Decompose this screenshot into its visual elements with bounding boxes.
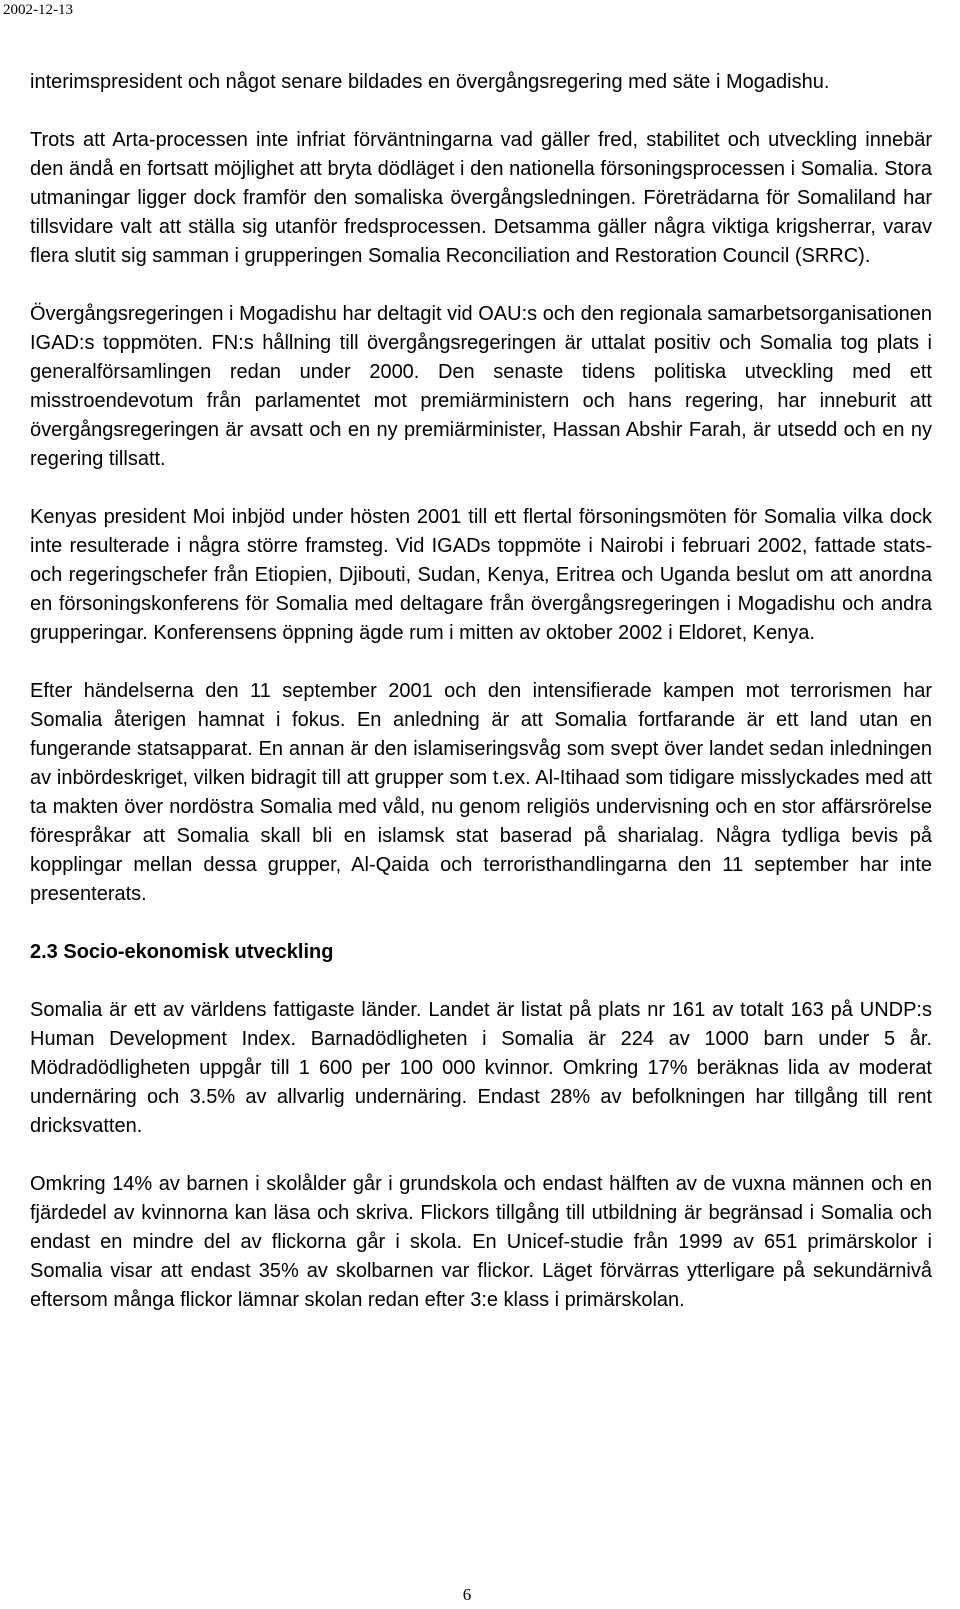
paragraph-spacer [30,909,932,938]
paragraph-kenya-reconciliation: Kenyas president Moi inbjöd under hösten 2001 till ett flertal försoningsmöten för Somalia vilka dock inte resulterade i några större framsteg. Vid IGADs toppmöte i Nairobi i februari 2002, fattade stats- och regeringschefer från Etiopien, Djibouti, Sudan, Kenya, Eritrea och Uganda beslut om att anordna en försoningskonferens för Somalia med deltagare från övergångsregeringen i Mogadishu och andra grupperingar. Konferensens öppning ägde rum i mitten av oktober 2002 i Eldoret, Kenya. [30,506,932,644]
paragraph-arta-process: Trots att Arta-processen inte infriat förväntningarna vad gäller fred, stabilitet och utveckling innebär den ändå en fortsatt möjlighet att bryta dödläget i den nationella försoningsprocessen i Somalia. Stora utmaningar ligger dock framför den somaliska övergångsledningen. Företrädarna för Somaliland har tillsvidare valt att ställa sig utanför fredsprocessen. Detsamma gäller några viktiga krigsherrar, varav flera slutit sig samman i grupperingen Somalia Reconciliation and Restoration Council (SRRC). [30,129,932,267]
paragraph-spacer [30,271,932,300]
paragraph-spacer [30,1141,932,1170]
paragraph-spacer [30,97,932,126]
paragraph-spacer [30,648,932,677]
paragraph-socio-economic: Somalia är ett av världens fattigaste länder. Landet är listat på plats nr 161 av totalt 163 på UNDP:s Human Development Index. Barnadödligheten i Somalia är 224 av 1000 barn under 5 år. Mödradödligheten uppgår till 1 600 per 100 000 kvinnor. Omkring 17% beräknas lida av moderat undernäring och 3.5% av allvarlig undernäring. Endast 28% av befolkningen har tillgång till rent dricksvatten. [30,999,932,1137]
section-heading: 2.3 Socio-ekonomisk utveckling [30,941,334,963]
paragraph-transitional-government: Övergångsregeringen i Mogadishu har deltagit vid OAU:s och den regionala samarbetsorganisationen IGAD:s toppmöten. FN:s hållning till övergångsregeringen är uttalat positiv och Somalia tog plats i generalförsamlingen redan under 2000. Den senaste tidens politiska utveckling med ett misstroendevotum från parlamentet mot premiärministern och hans regering, har inneburit att övergångsregeringen är avsatt och en ny premiärminister, Hassan Abshir Farah, är utsedd och en ny regering tillsatt. [30,303,932,470]
header-date: 2002-12-13 [3,2,73,18]
paragraph-spacer [30,474,932,503]
document-body [30,68,932,1315]
paragraph-education: Omkring 14% av barnen i skolålder går i grundskola och endast hälften av de vuxna männen och en fjärdedel av kvinnorna kan läsa och skriva. Flickors tillgång till utbildning är begränsad i Somalia och endast en mindre del av flickorna går i skola. En Unicef-studie från 1999 av 651 primärskolor i Somalia visar att endast 35% av skolbarnen var flickor. Läget förvärras ytterligare på sekundärnivå eftersom många flickor lämnar skolan redan efter 3:e klass i primärskolan. [30,1173,932,1311]
paragraph-terrorism-focus: Efter händelserna den 11 september 2001 och den intensifierade kampen mot terrorismen har Somalia återigen hamnat i fokus. En anledning är att Somalia fortfarande är ett land utan en fungerande statsapparat. En annan är den islamiseringsvåg som svept över landet sedan inledningen av inbördeskriget, vilken bidragit till att grupper som t.ex. Al-Itihaad som tidigare misslyckades med att ta makten över nordöstra Somalia med våld, nu genom religiös undervisning och en stor affärsrörelse förespråkar att Somalia skall bli en islamsk stat baserad på sharialag. Några tydliga bevis på kopplingar mellan dessa grupper, Al-Qaida och terroristhandlingarna den 11 september har inte presenterats. [30,680,932,905]
page-number: 6 [462,1585,472,1604]
paragraph-spacer [30,967,932,996]
paragraph-intro-continuation: interimspresident och något senare bildades en övergångsregering med säte i Mogadishu. [30,71,830,93]
